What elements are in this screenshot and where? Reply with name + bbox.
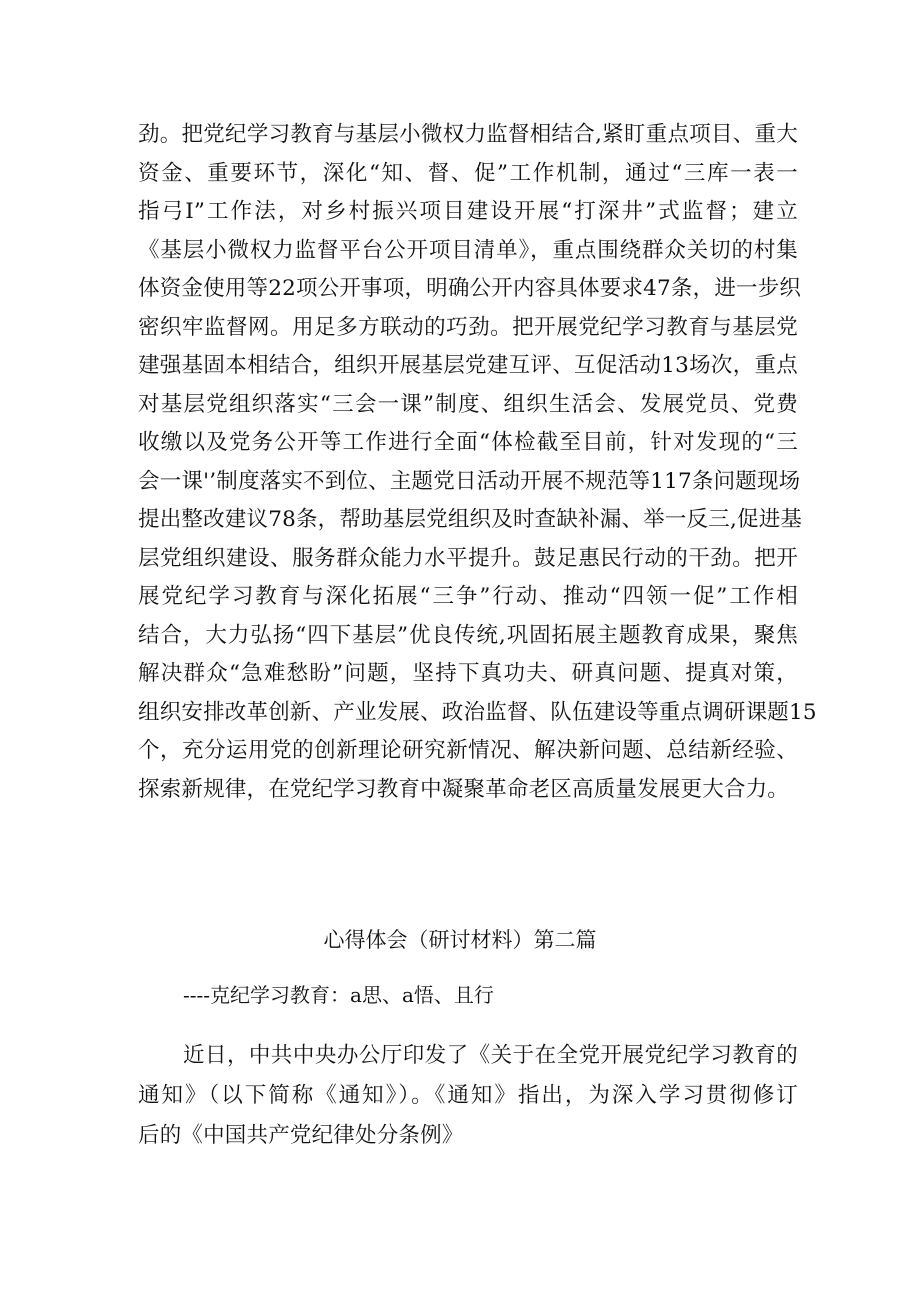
text-line: 劲。把党纪学习教育与基层小微权力监督相结合,紧盯重点项目、重大: [138, 122, 798, 147]
text-line: 个，充分运用党的创新理论研究新情况、解决新问题、总结新经验、: [138, 738, 798, 763]
paragraph-intro: [138, 1036, 798, 1156]
text-line: 体资金使用等22项公开事项，明确公开内容具体要求47条，进一步织: [138, 276, 802, 301]
section-title: 心得体会（研讨材料）第二篇: [323, 928, 597, 952]
text-line: 通知》（以下简称《通知》）。《通知》指出，为深入学习贯彻修订: [138, 1083, 798, 1108]
text-line: 密织牢监督网。用足多方联动的巧劲。把开展党纪学习教育与基层党: [138, 314, 798, 340]
text-line: 后的《中国共产党纪律处分条例》: [138, 1123, 464, 1148]
text-line: 探索新规律，在党纪学习教育中凝聚革命老区高质量发展更大合力。: [138, 776, 790, 802]
text-line: 组织安排改革创新、产业发展、政治监督、队伍建设等重点调研课题15: [138, 699, 817, 725]
text-line: 建强基固本相结合，组织开展基层党建互评、互促活动13场次，重点: [138, 353, 798, 378]
text-line: 资金、重要环节，深化“知、督、促”工作机制，通过“三库一表一: [138, 160, 798, 186]
text-line: 解决群众“急难愁盼”问题，坚持下真功夫、研真问题、提真对策，: [138, 661, 798, 686]
text-line: 提出整改建议78条，帮助基层党组织及时查缺补漏、举一反三,促进基: [138, 507, 803, 532]
text-line: 近日，中共中央办公厅印发了《关于在全党开展党纪学习教育的: [183, 1043, 798, 1068]
text-line: 结合，大力弘扬“四下基层”优良传统,巩固拓展主题教育成果，聚焦: [138, 622, 798, 648]
paragraph-continued: [138, 116, 817, 809]
text-line: 收缴以及党务公开等工作进行全面“体检截至目前，针对发现的“三: [138, 430, 798, 455]
text-line: 展党纪学习教育与深化拓展“三争”行动、推动“四领一促”工作相: [138, 584, 798, 609]
text-line: 《基层小微权力监督平台公开项目清单》，重点围绕群众关切的村集: [138, 237, 798, 263]
text-line: 指弓I”工作法，对乡村振兴项目建设开展“打深井”式监督；建立: [138, 199, 798, 224]
text-line: 层党组织建设、服务群众能力水平提升。鼓足惠民行动的干劲。把开: [138, 545, 798, 571]
section-subtitle: ----克纪学习教育：a思、a悟、且行: [183, 983, 494, 1007]
text-line: 对基层党组织落实“三会一课”制度、组织生活会、发展党员、党费: [138, 391, 798, 417]
text-line: 会一课'’制度落实不到位、主题党日活动开展不规范等117条问题现场: [138, 468, 801, 494]
